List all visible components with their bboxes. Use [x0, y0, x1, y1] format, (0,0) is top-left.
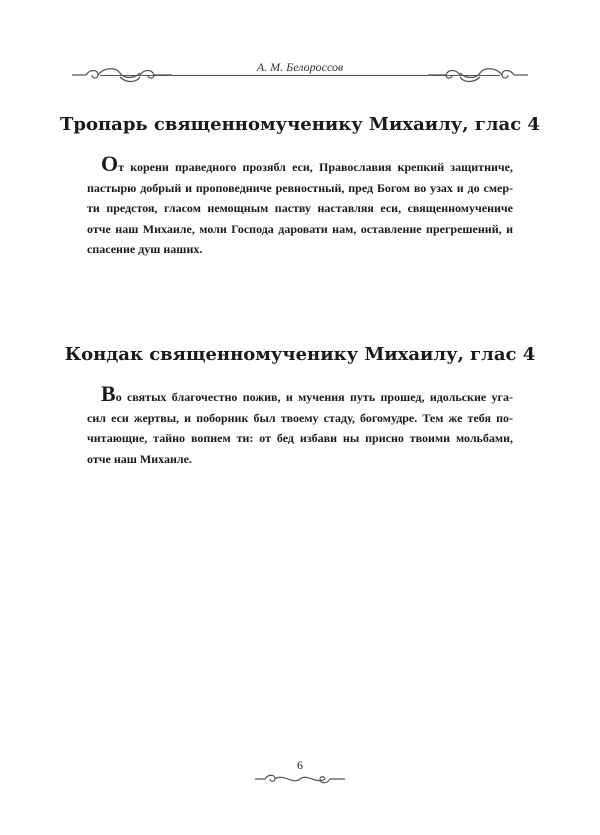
text-line: читающие, тайно вопием ти: от бед избави ны присно твоими мольбами, [87, 431, 513, 446]
text-line: спасение душ наших. [87, 242, 203, 257]
text-line: отче наш Михаиле, моли Господа даровати нам, оставление прегрешений, и [87, 221, 513, 236]
text-line: От корени праведного прозябл еси, Православия крепкий защитниче, [101, 151, 513, 176]
troparion-text [87, 151, 513, 260]
troparion-section [60, 113, 540, 260]
drop-cap: О [101, 151, 119, 176]
section-title-kontakion: Кондак священномученику Михаилу, глас 4 [64, 343, 536, 365]
page-number: 6 [297, 758, 303, 772]
text-line: Во святых благочестно пожив, и мучения путь прошед, идольские уга- [101, 380, 513, 406]
kontakion-text [87, 380, 513, 469]
kontakion-section [64, 343, 536, 469]
drop-cap: В [101, 380, 116, 406]
text-line: пастырю добрый и проповедниче ревностный, пред Богом во узах и до смер- [87, 180, 513, 195]
text-line: сил еси жертвы, и поборник был твоему стаду, богомудре. Тем же тебя по- [87, 410, 513, 425]
section-title-troparion: Тропарь священномученику Михаилу, глас 4 [60, 114, 540, 135]
header-ornament-right-icon [428, 66, 528, 84]
text-line: ти предстоя, гласом немощным паству наставляя еси, священномучениче [87, 201, 513, 216]
footer-ornament-icon [255, 772, 345, 786]
header-ornament-left-icon [72, 66, 172, 84]
page-content [60, 113, 540, 469]
text-line: отче наш Михаиле. [87, 451, 192, 466]
running-head: А. М. Белороссов [256, 60, 344, 74]
